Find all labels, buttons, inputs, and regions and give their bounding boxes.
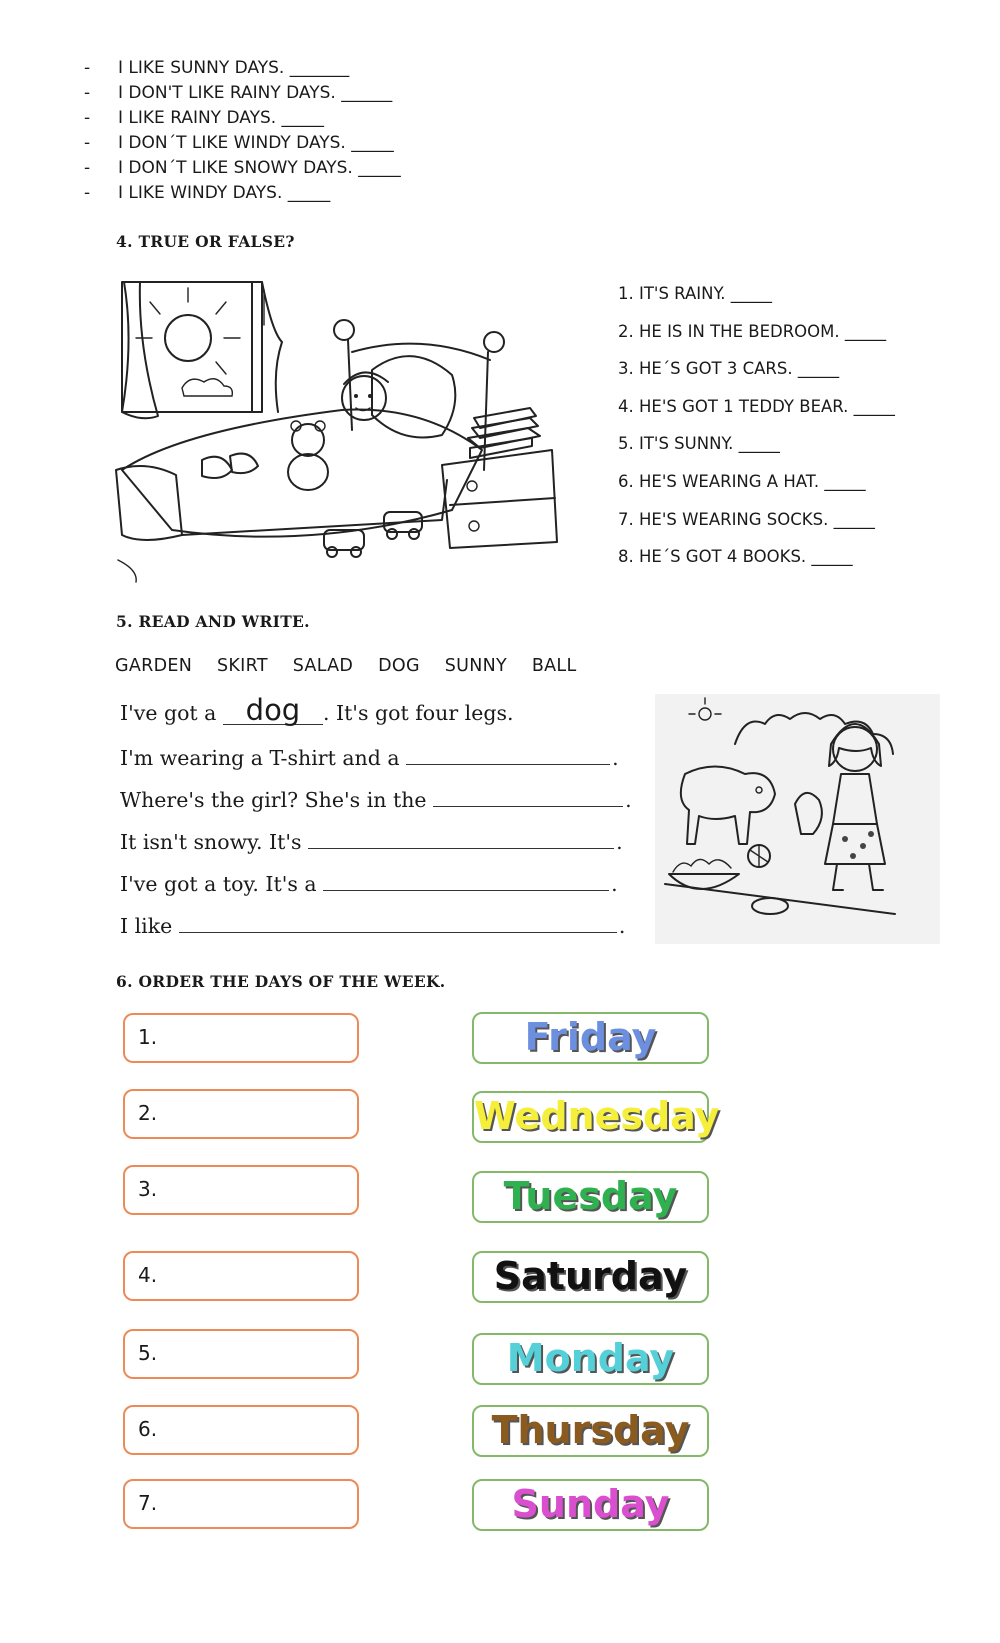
day-card[interactable]: Saturday	[472, 1251, 709, 1303]
blanket	[122, 410, 482, 537]
day-card[interactable]: Wednesday	[472, 1091, 709, 1143]
sentence-row: Where's the girl? She's in the .	[120, 780, 632, 822]
curtain-left	[122, 282, 158, 418]
true-false-item: 7. HE'S WEARING SOCKS. _____	[618, 509, 875, 529]
word-bank-item: SALAD	[292, 656, 354, 676]
word-bank-item: DOG	[378, 656, 420, 676]
answer-blank[interactable]: dog	[223, 698, 323, 725]
sentence-row: It isn't snowy. It's .	[120, 822, 632, 864]
teddy-bear-icon	[292, 424, 324, 456]
true-false-statements	[618, 282, 895, 583]
books-stack-icon	[468, 408, 540, 458]
word-bank-item: GARDEN	[115, 656, 193, 676]
garden-illustration	[655, 694, 940, 944]
bed-headboard	[348, 340, 490, 470]
sentence-row: I've got a dog . It's got four legs.	[120, 693, 514, 727]
sun-icon	[165, 315, 211, 361]
order-slot-2[interactable]: 2.	[123, 1089, 359, 1139]
answer-blank[interactable]	[308, 822, 614, 849]
sentence-row: I like .	[120, 906, 632, 948]
toy-cars-icon	[324, 512, 422, 557]
day-card[interactable]: Monday	[472, 1333, 709, 1385]
order-slot-7[interactable]: 7.	[123, 1479, 359, 1529]
true-false-item: 3. HE´S GOT 3 CARS. _____	[618, 359, 840, 379]
answer-blank[interactable]	[179, 906, 617, 933]
answer-blank[interactable]	[433, 780, 623, 807]
day-card[interactable]: Friday	[472, 1012, 709, 1064]
likes-statement: - I LIKE WINDY DAYS. _____	[84, 183, 331, 203]
read-and-write-sentences	[120, 693, 632, 948]
likes-statement-list	[84, 56, 401, 206]
order-slot-4[interactable]: 4.	[123, 1251, 359, 1301]
word-bank-item: SUNNY	[444, 656, 507, 676]
section-6-title: 6. ORDER THE DAYS OF THE WEEK.	[116, 972, 446, 991]
true-false-item: 6. HE'S WEARING A HAT. _____	[618, 471, 866, 491]
order-slot-1[interactable]: 1.	[123, 1013, 359, 1063]
curtain-right	[262, 282, 282, 412]
answer-blank[interactable]	[406, 738, 610, 765]
day-card[interactable]: Sunday	[472, 1479, 709, 1531]
word-bank-item: SKIRT	[217, 656, 268, 676]
likes-statement: - I LIKE RAINY DAYS. _____	[84, 108, 325, 128]
word-bank	[115, 656, 596, 676]
day-card[interactable]: Thursday	[472, 1405, 709, 1457]
true-false-item: 4. HE'S GOT 1 TEDDY BEAR. _____	[618, 396, 895, 416]
true-false-item: 1. IT'S RAINY. _____	[618, 284, 772, 303]
likes-statement: - I DON´T LIKE SNOWY DAYS. _____	[84, 158, 401, 178]
likes-statement: - I DON´T LIKE WINDY DAYS. _____	[84, 133, 394, 153]
answer-blank[interactable]	[323, 864, 609, 891]
pillow	[372, 356, 455, 437]
sentence-row: I've got a toy. It's a .	[120, 864, 632, 906]
cloud-icon	[182, 379, 232, 396]
order-slot-3[interactable]: 3.	[123, 1165, 359, 1215]
order-slot-6[interactable]: 6.	[123, 1405, 359, 1455]
true-false-item: 5. IT'S SUNNY. _____	[618, 434, 780, 454]
order-slot-5[interactable]: 5.	[123, 1329, 359, 1379]
boy-head	[342, 376, 386, 420]
true-false-item: 8. HE´S GOT 4 BOOKS. _____	[618, 547, 853, 567]
likes-statement: - I LIKE SUNNY DAYS. _______	[84, 58, 350, 78]
day-card[interactable]: Tuesday	[472, 1171, 709, 1223]
section-4-title: 4. TRUE OR FALSE?	[116, 232, 295, 251]
section-5-title: 5. READ AND WRITE.	[116, 612, 310, 631]
true-false-item: 2. HE IS IN THE BEDROOM. _____	[618, 321, 887, 341]
bedroom-illustration	[112, 280, 597, 598]
word-bank-item: BALL	[531, 656, 577, 676]
likes-statement: - I DON'T LIKE RAINY DAYS. ______	[84, 83, 393, 103]
socks-icon	[202, 454, 258, 478]
sentence-row: I'm wearing a T-shirt and a .	[120, 738, 632, 780]
